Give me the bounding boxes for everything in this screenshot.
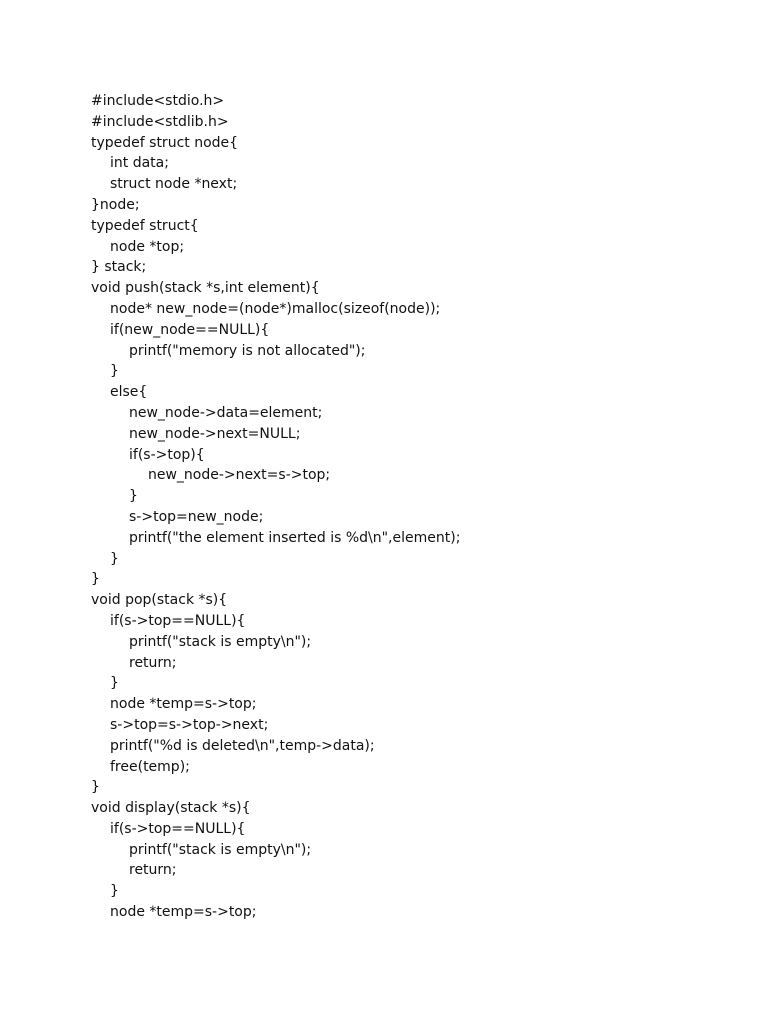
code-line: node *temp=s->top;	[110, 696, 257, 713]
code-line: void push(stack *s,int element){	[91, 280, 320, 297]
code-line: }	[110, 363, 119, 380]
code-line: node *top;	[110, 238, 185, 255]
code-line: }	[110, 675, 119, 692]
code-listing	[91, 91, 460, 923]
code-line: struct node *next;	[110, 176, 238, 193]
code-line: s->top=new_node;	[129, 508, 264, 525]
code-line: node *temp=s->top;	[110, 904, 257, 921]
code-line: void pop(stack *s){	[91, 592, 228, 609]
code-line: #include<stdio.h>	[91, 93, 225, 109]
code-line: return;	[129, 654, 177, 671]
code-line: typedef struct{	[91, 217, 199, 234]
code-line: int data;	[110, 155, 169, 172]
code-line: printf("memory is not allocated");	[129, 342, 366, 359]
code-line: }	[110, 883, 119, 900]
code-line: node* new_node=(node*)malloc(sizeof(node));	[110, 300, 441, 317]
code-line: return;	[129, 862, 177, 879]
code-line: else{	[110, 384, 148, 401]
code-line: printf("stack is empty\n");	[129, 633, 312, 650]
code-line: }	[91, 779, 100, 796]
code-line: }	[91, 571, 100, 588]
code-line: }node;	[91, 196, 140, 213]
code-line: if(s->top==NULL){	[110, 612, 246, 629]
code-line: #include<stdlib.h>	[91, 113, 229, 130]
code-line: free(temp);	[110, 758, 190, 775]
code-line: }	[129, 488, 138, 505]
code-line: if(s->top==NULL){	[110, 820, 246, 837]
code-line: void display(stack *s){	[91, 800, 251, 817]
code-line: new_node->data=element;	[129, 404, 323, 421]
code-line: printf("%d is deleted\n",temp->data);	[110, 737, 375, 754]
code-line: s->top=s->top->next;	[110, 716, 269, 733]
code-line: printf("the element inserted is %d\n",element);	[129, 529, 461, 546]
code-line: typedef struct node{	[91, 134, 239, 151]
code-line: }	[110, 550, 119, 567]
code-line: printf("stack is empty\n");	[129, 841, 312, 858]
code-line: new_node->next=NULL;	[129, 425, 301, 442]
code-line: } stack;	[91, 259, 147, 276]
code-line: if(new_node==NULL){	[110, 321, 270, 338]
code-line: if(s->top){	[129, 446, 205, 463]
code-line: new_node->next=s->top;	[148, 467, 331, 484]
